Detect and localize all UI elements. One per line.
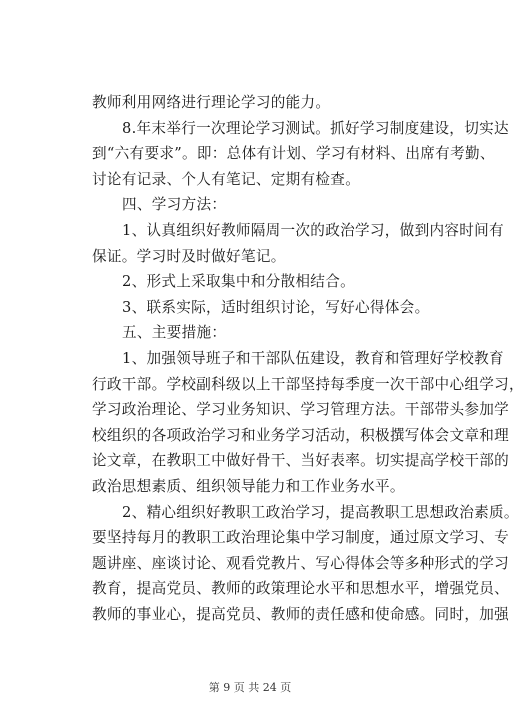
text-line: 五、主要措施：: [122, 324, 227, 342]
text-line: 要坚持每月的教职工政治理论集中学习制度，通过原文学习、专: [92, 529, 510, 547]
text-line: 1、加强领导班子和干部队伍建设，教育和管理好学校教育: [122, 349, 504, 367]
text-line: 四、学习方法：: [122, 196, 227, 214]
text-line: 题讲座、座谈讨论、观看党教片、写心得体会等多种形式的学习: [92, 554, 510, 572]
text-line: 教育，提高党员、教师的政策理论水平和思想水平，增强党员、: [92, 580, 510, 598]
text-line: 校组织的各项政治学习和业务学习活动，积极撰写体会文章和理: [92, 426, 510, 444]
text-line: 学习政治理论、学习业务知识、学习管理方法。干部带头参加学: [92, 401, 510, 419]
text-line: 2、精心组织好教职工政治学习，提高教职工思想政治素质。: [122, 503, 519, 521]
text-line: 3、联系实际，适时组织讨论，写好心得体会。: [122, 298, 430, 316]
document-body: [92, 90, 524, 627]
text-line: 讨论有记录、个人有笔记、定期有检查。: [92, 170, 361, 188]
page-footer: 第 9 页 共 24 页: [208, 681, 292, 694]
text-line: 行政干部。学校副科级以上干部坚持每季度一次干部中心组学习，: [92, 375, 524, 393]
text-line: 1、认真组织好教师隔周一次的政治学习，做到内容时间有: [122, 221, 504, 239]
text-line: 2、形式上采取集中和分散相结合。: [122, 273, 355, 291]
text-line: 政治思想素质、组织领导能力和工作业务水平。: [92, 477, 405, 495]
text-line: 到“六有要求”。即：总体有计划、学习有材料、出席有考勤、: [92, 145, 495, 163]
text-line: 论文章，在教职工中做好骨干、当好表率。切实提高学校干部的: [92, 452, 510, 470]
text-line: 教师利用网络进行理论学习的能力。: [92, 94, 331, 111]
text-line: 8.年末举行一次理论学习测试。抓好学习制度建设，切实达: [122, 119, 509, 137]
text-line: 教师的事业心，提高党员、教师的责任感和使命感。同时，加强: [92, 605, 510, 623]
text-line: 保证。学习时及时做好笔记。: [92, 247, 286, 265]
